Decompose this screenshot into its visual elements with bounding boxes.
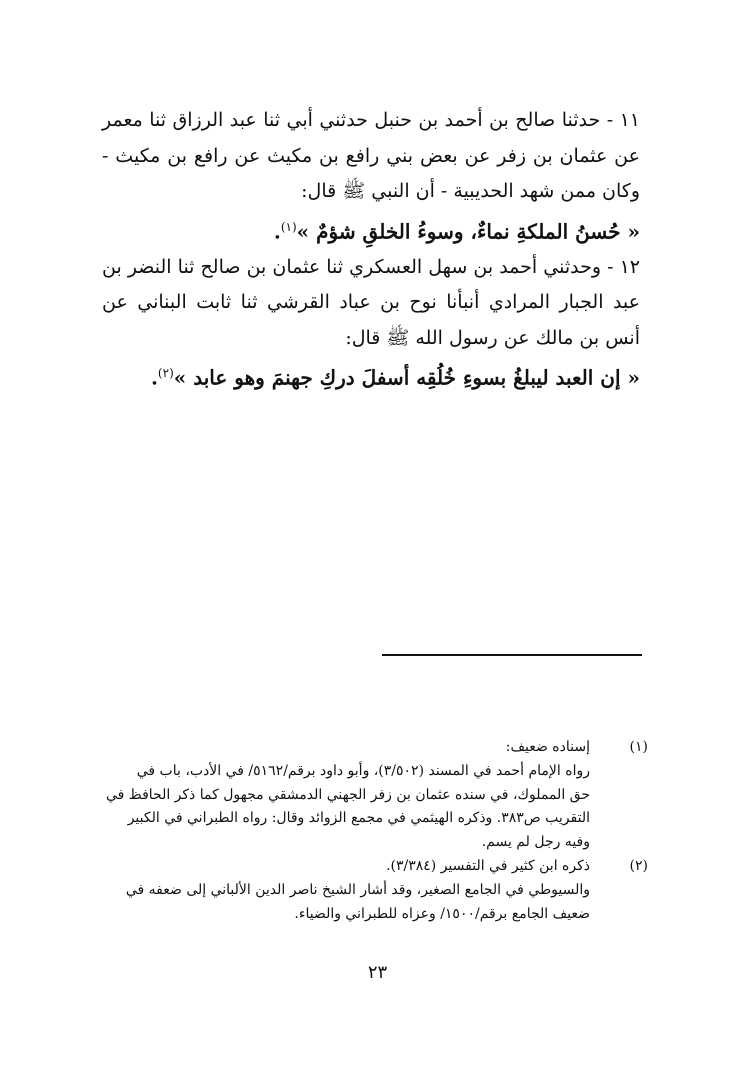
hadith-11-text: ١١ - حدثنا صالح بن أحمد بن حنبل حدثني أبي ثنا عبد الرزاق ثنا معمر عن عثمان بن زفر عن بعض بني رافع بن مكيث عن رافع بن مكيث - وكان ممن شهد الحديبية - أن النبي ﷺ قال: <box>102 109 640 202</box>
footnote-line: التقريب ص٣٨٣. وذكره الهيثمي في مجمع الزوائد وقال: رواه الطبراني في الكبير <box>127 810 590 827</box>
hadith-12-end: . <box>150 365 158 390</box>
footnote-line: ذكره ابن كثير في التفسير (٣/٣٨٤). <box>386 857 590 874</box>
hadith-11-end: . <box>273 219 281 244</box>
hadith-12-text: ١٢ - وحدثني أحمد بن سهل العسكري ثنا عثمان بن صالح ثنا النضر بن عبد الجبار المرادي أنبأنا نوح بن عباد القرشي ثنا ثابت البناني عن أنس بن مالك عن رسول الله ﷺ قال: <box>102 255 640 349</box>
footnote-line: رواه الإمام أحمد في المسند (٣/٥٠٢)، وأبو داود برقم/٥١٦٢/ في الأدب، باب في <box>136 762 590 779</box>
footnote-number: (٢) <box>629 857 648 874</box>
page-number: ٢٣ <box>367 962 388 983</box>
footnote-ref-1: (١) <box>280 219 297 234</box>
hadith-11 <box>102 103 640 210</box>
footnotes <box>100 736 648 926</box>
hadith-12 <box>102 250 640 357</box>
hadith-12-quote: « إن العبد ليبلغُ بسوءِ خُلُقِه أسفلَ دركِ جهنمَ وهو عابد » <box>173 365 640 390</box>
footnote-1 <box>100 736 648 855</box>
footnote-2 <box>100 855 648 926</box>
footnote-ref-2: (٢) <box>157 366 174 381</box>
footnote-line: والسيوطي في الجامع الصغير، وقد أشار الشيخ ناصر الدين الألباني إلى ضعفه في <box>125 881 590 898</box>
hadith-11-quote-line <box>102 210 640 250</box>
hadith-12-quote-line <box>102 356 640 396</box>
hadith-11-quote: « حُسنُ الملكةِ نماءٌ، وسوءُ الخلقِ شؤمٌ » <box>296 219 640 244</box>
main-text <box>102 103 640 396</box>
footnote-line: حق المملوك، في سنده عثمان بن زفر الجهني الدمشقي مجهول كما ذكر الحافظ في <box>105 786 590 803</box>
footnote-number: (١) <box>629 739 648 755</box>
footnote-line: ضعيف الجامع برقم/١٥٠٠/ وعزاه للطبراني والضياء. <box>294 905 590 922</box>
footnote-line: إسناده ضعيف: <box>505 739 590 755</box>
footnote-separator <box>382 654 642 656</box>
footnote-line: وفيه رجل لم يسم. <box>481 834 590 851</box>
